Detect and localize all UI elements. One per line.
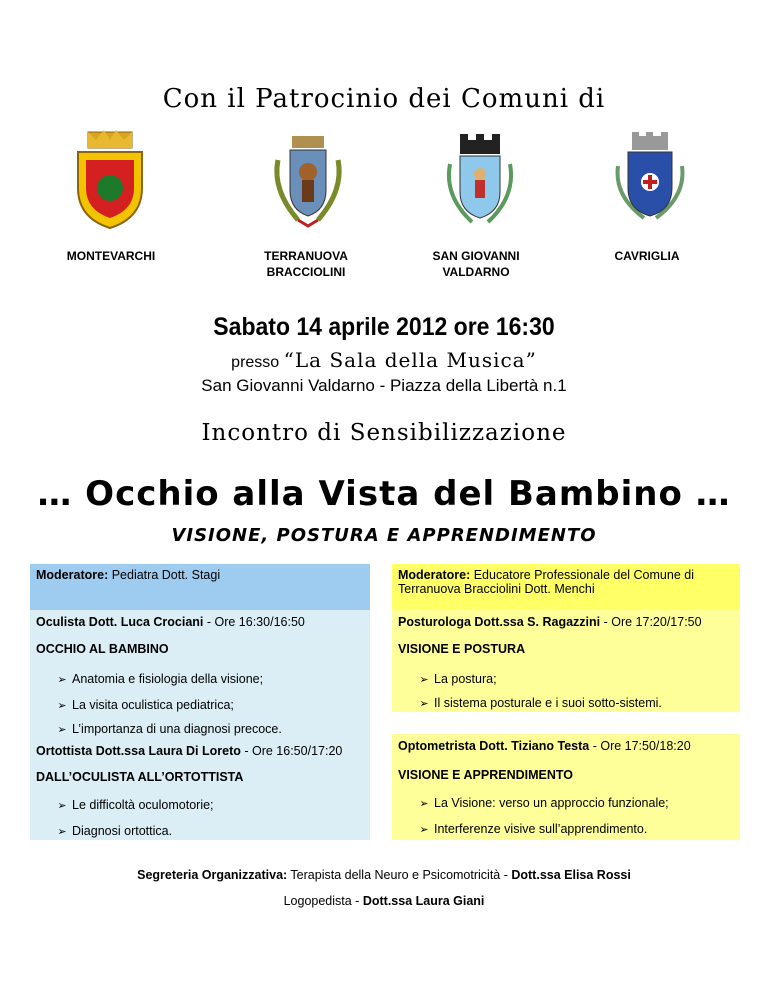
right-moderator-label: Moderatore:: [398, 568, 471, 582]
list-item-text: Il sistema posturale e i suoi sotto-sistemi.: [434, 696, 662, 710]
logopedista-line: [0, 894, 768, 908]
right-speaker1-box: [392, 610, 740, 636]
segreteria-label: Segreteria Organizzativa:: [137, 868, 288, 882]
right-topic1-title: VISIONE E POSTURA: [398, 642, 526, 656]
logopedista-role: Logopedista -: [283, 894, 363, 908]
list-item-text: La Visione: verso un approccio funzionale;: [434, 796, 669, 810]
left-moderator-label: Moderatore:: [36, 568, 109, 582]
list-item: [36, 718, 364, 740]
right-topic2-box: [392, 760, 740, 840]
left-speaker1-time: - Ore 16:30/16:50: [203, 615, 305, 629]
arrow-bullet-icon: ➢: [57, 673, 67, 686]
event-title: … Occhio alla Vista del Bambino …: [37, 474, 731, 514]
arrow-bullet-icon: ➢: [419, 673, 429, 686]
right-topic1-box: [392, 636, 740, 712]
terranuova-crest-icon: [268, 130, 348, 230]
arrow-bullet-icon: ➢: [419, 797, 429, 810]
left-speaker1-name: Oculista Dott. Luca Crociani: [36, 615, 204, 629]
arrow-bullet-icon: ➢: [57, 723, 67, 736]
list-item: [36, 666, 364, 692]
municipality-terranuova: [232, 248, 380, 280]
municipality-san-giovanni: [402, 248, 550, 280]
left-speaker2-name: Ortottista Dott.ssa Laura Di Loreto: [36, 744, 241, 758]
list-item-text: La postura;: [434, 672, 497, 686]
list-item: [36, 818, 364, 844]
right-speaker2-name: Optometrista Dott. Tiziano Testa: [398, 739, 590, 753]
right-speaker2-time: - Ore 17:50/18:20: [589, 739, 691, 753]
left-speaker1-box: [30, 610, 370, 636]
left-speaker2-time: - Ore 16:50/17:20: [240, 744, 343, 758]
event-address: San Giovanni Valdarno - Piazza della Libertà n.1: [201, 376, 567, 395]
arrow-bullet-icon: ➢: [57, 799, 67, 812]
logopedista-name: Dott.ssa Laura Giani: [362, 894, 485, 908]
municipality-cavriglia: CAVRIGLIA: [614, 249, 680, 263]
left-speaker2-box: [30, 740, 370, 766]
municipality-montevarchi: MONTEVARCHI: [66, 249, 156, 263]
cavriglia-crest-icon: [610, 130, 690, 230]
segreteria-line: [0, 868, 768, 882]
patrocinio-heading: Con il Patrocinio dei Comuni di: [162, 84, 606, 114]
arrow-bullet-icon: ➢: [57, 825, 67, 838]
arrow-bullet-icon: ➢: [57, 699, 67, 712]
segreteria-role: Terapista della Neuro e Psicomotricità -: [287, 868, 512, 882]
right-speaker1-name: Posturologa Dott.ssa S. Ragazzini: [398, 615, 601, 629]
event-subtitle: VISIONE, POSTURA E APPRENDIMENTO: [171, 525, 597, 546]
list-item: [36, 692, 364, 718]
right-speaker1-time: - Ore 17:20/17:50: [600, 615, 702, 629]
event-type: Incontro di Sensibilizzazione: [201, 420, 567, 446]
left-topic1-title: OCCHIO AL BAMBINO: [36, 642, 169, 656]
left-topic2-box: [30, 766, 370, 840]
arrow-bullet-icon: ➢: [419, 823, 429, 836]
list-item: [36, 792, 364, 818]
list-item: [398, 692, 734, 714]
list-item-text: Interferenze visive sull’apprendimento.: [434, 822, 648, 836]
right-moderator-box: [392, 564, 740, 610]
list-item: [398, 816, 734, 842]
left-moderator-box: [30, 564, 370, 610]
event-date: Sabato 14 aprile 2012 ore 16:30: [213, 313, 555, 341]
segreteria-name: Dott.ssa Elisa Rossi: [511, 868, 631, 882]
list-item-text: Anatomia e fisiologia della visione;: [72, 672, 264, 686]
left-topic2-title: DALL’OCULISTA ALL’ORTOTTISTA: [36, 770, 244, 784]
list-item-text: La visita oculistica pediatrica;: [72, 698, 234, 712]
list-item-text: Le difficoltà oculomotorie;: [72, 798, 214, 812]
left-topic1-box: [30, 636, 370, 740]
list-item: [398, 790, 734, 816]
right-speaker2-box: [392, 734, 740, 760]
list-item: [398, 666, 734, 692]
presso-label: presso: [231, 354, 280, 371]
municipality-san-giovanni-label: SAN GIOVANNI VALDARNO: [432, 249, 520, 279]
right-topic2-title: VISIONE E APPRENDIMENTO: [398, 768, 574, 782]
list-item-text: Diagnosi ortottica.: [72, 824, 173, 838]
event-venue-line: [0, 348, 768, 372]
arrow-bullet-icon: ➢: [419, 697, 429, 710]
san-giovanni-crest-icon: [440, 130, 520, 230]
venue-name: “La Sala della Musica”: [283, 348, 537, 372]
montevarchi-crest-icon: [70, 130, 150, 230]
left-moderator-value: Pediatra Dott. Stagi: [108, 568, 221, 582]
list-item-text: L’importanza di una diagnosi precoce.: [72, 722, 282, 736]
right-moderator-value: Educatore Professionale del Comune di Terranuova Bracciolini Dott. Menchi: [398, 568, 694, 596]
municipality-terranuova-label: TERRANUOVA BRACCIOLINI: [264, 249, 348, 279]
